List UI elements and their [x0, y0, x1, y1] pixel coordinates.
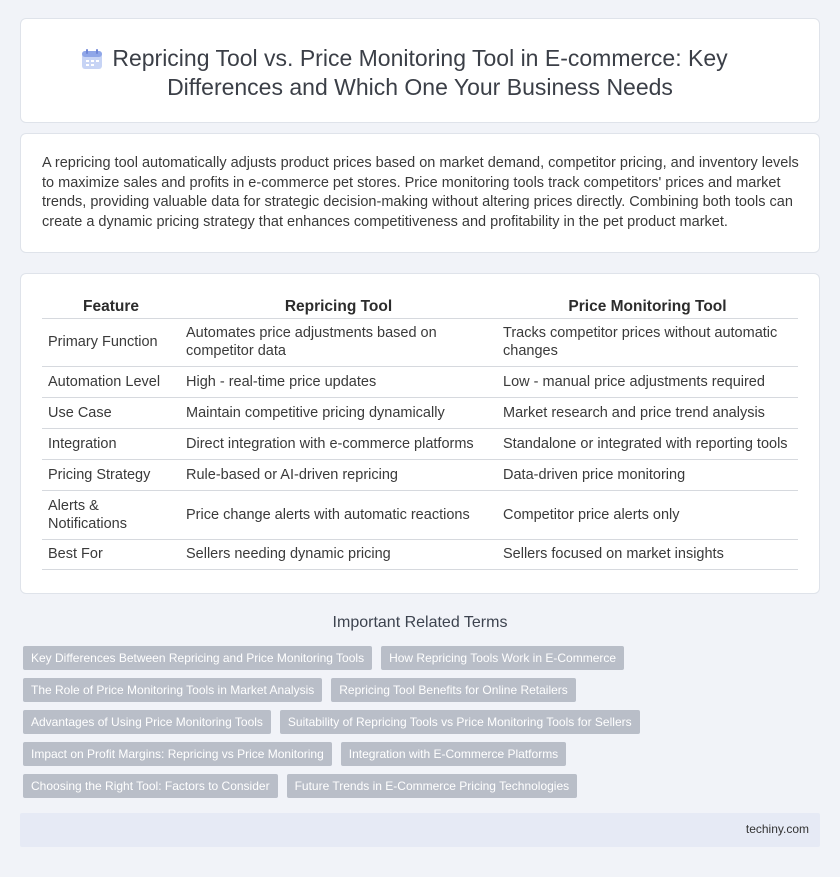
intro-paragraph: A repricing tool automatically adjusts product prices based on market demand, competitor pricing, and inventory levels to maximize sales and profits in e-commerce pet stores. Price monitoring tools track competitors' prices and market trends, providing valuable data for strategic decision-making without altering prices directly. Combining both tools can create a dynamic pricing strategy that enhances competitiveness and profitability in the pet product market. [42, 155, 799, 230]
related-term-link[interactable]: Impact on Profit Margins: Repricing vs Price Monitoring [23, 742, 332, 766]
feature-cell: Automation Level [42, 366, 180, 397]
intro-card [20, 133, 820, 253]
monitoring-cell: Low - manual price adjustments required [497, 366, 798, 397]
comparison-table [42, 297, 798, 570]
feature-cell: Integration [42, 428, 180, 459]
feature-cell: Pricing Strategy [42, 459, 180, 490]
comparison-card [20, 273, 820, 594]
monitoring-cell: Tracks competitor prices without automatic changes [497, 318, 798, 366]
title-card [20, 18, 820, 123]
related-term-link[interactable]: Future Trends in E-Commerce Pricing Technologies [287, 774, 578, 798]
header-feature: Feature [42, 297, 180, 318]
related-term-link[interactable]: Repricing Tool Benefits for Online Retailers [331, 678, 576, 702]
monitoring-cell: Market research and price trend analysis [497, 397, 798, 428]
repricing-cell: Sellers needing dynamic pricing [180, 539, 497, 569]
repricing-cell: High - real-time price updates [180, 366, 497, 397]
tag-row [23, 742, 575, 766]
feature-cell: Best For [42, 539, 180, 569]
header-repricing-tool: Repricing Tool [180, 297, 497, 318]
related-term-link[interactable]: Integration with E-Commerce Platforms [341, 742, 566, 766]
related-term-link[interactable]: Choosing the Right Tool: Factors to Consider [23, 774, 278, 798]
related-term-link[interactable]: Advantages of Using Price Monitoring Tools [23, 710, 271, 734]
repricing-cell: Price change alerts with automatic reactions [180, 490, 497, 539]
monitoring-cell: Sellers focused on market insights [497, 539, 798, 569]
monitoring-cell: Data-driven price monitoring [497, 459, 798, 490]
repricing-cell: Direct integration with e-commerce platforms [180, 428, 497, 459]
related-term-link[interactable]: How Repricing Tools Work in E-Commerce [381, 646, 624, 670]
repricing-cell: Rule-based or AI-driven repricing [180, 459, 497, 490]
table-row [42, 539, 798, 569]
table-row [42, 397, 798, 428]
table-row [42, 318, 798, 366]
tag-row [23, 774, 586, 798]
table-row [42, 366, 798, 397]
related-terms-heading: Important Related Terms [332, 614, 508, 631]
page-title: Repricing Tool vs. Price Monitoring Tool in E-commerce: Key Differences and Which One Your Business Needs [112, 45, 728, 100]
feature-cell: Alerts & Notifications [42, 490, 180, 539]
table-header-row [42, 297, 798, 318]
tag-row [23, 646, 633, 670]
footer [20, 813, 820, 847]
related-term-link[interactable]: Key Differences Between Repricing and Price Monitoring Tools [23, 646, 372, 670]
header-price-monitoring-tool: Price Monitoring Tool [497, 297, 798, 318]
repricing-cell: Automates price adjustments based on competitor data [180, 318, 497, 366]
table-row [42, 490, 798, 539]
related-term-link[interactable]: The Role of Price Monitoring Tools in Market Analysis [23, 678, 322, 702]
monitoring-cell: Standalone or integrated with reporting tools [497, 428, 798, 459]
table-row [42, 428, 798, 459]
related-term-link[interactable]: Suitability of Repricing Tools vs Price Monitoring Tools for Sellers [280, 710, 640, 734]
feature-cell: Use Case [42, 397, 180, 428]
tag-row [23, 710, 649, 734]
monitoring-cell: Competitor price alerts only [497, 490, 798, 539]
tag-row [23, 678, 585, 702]
footer-brand[interactable]: techiny.com [745, 822, 809, 836]
table-row [42, 459, 798, 490]
repricing-cell: Maintain competitive pricing dynamically [180, 397, 497, 428]
feature-cell: Primary Function [42, 318, 180, 366]
